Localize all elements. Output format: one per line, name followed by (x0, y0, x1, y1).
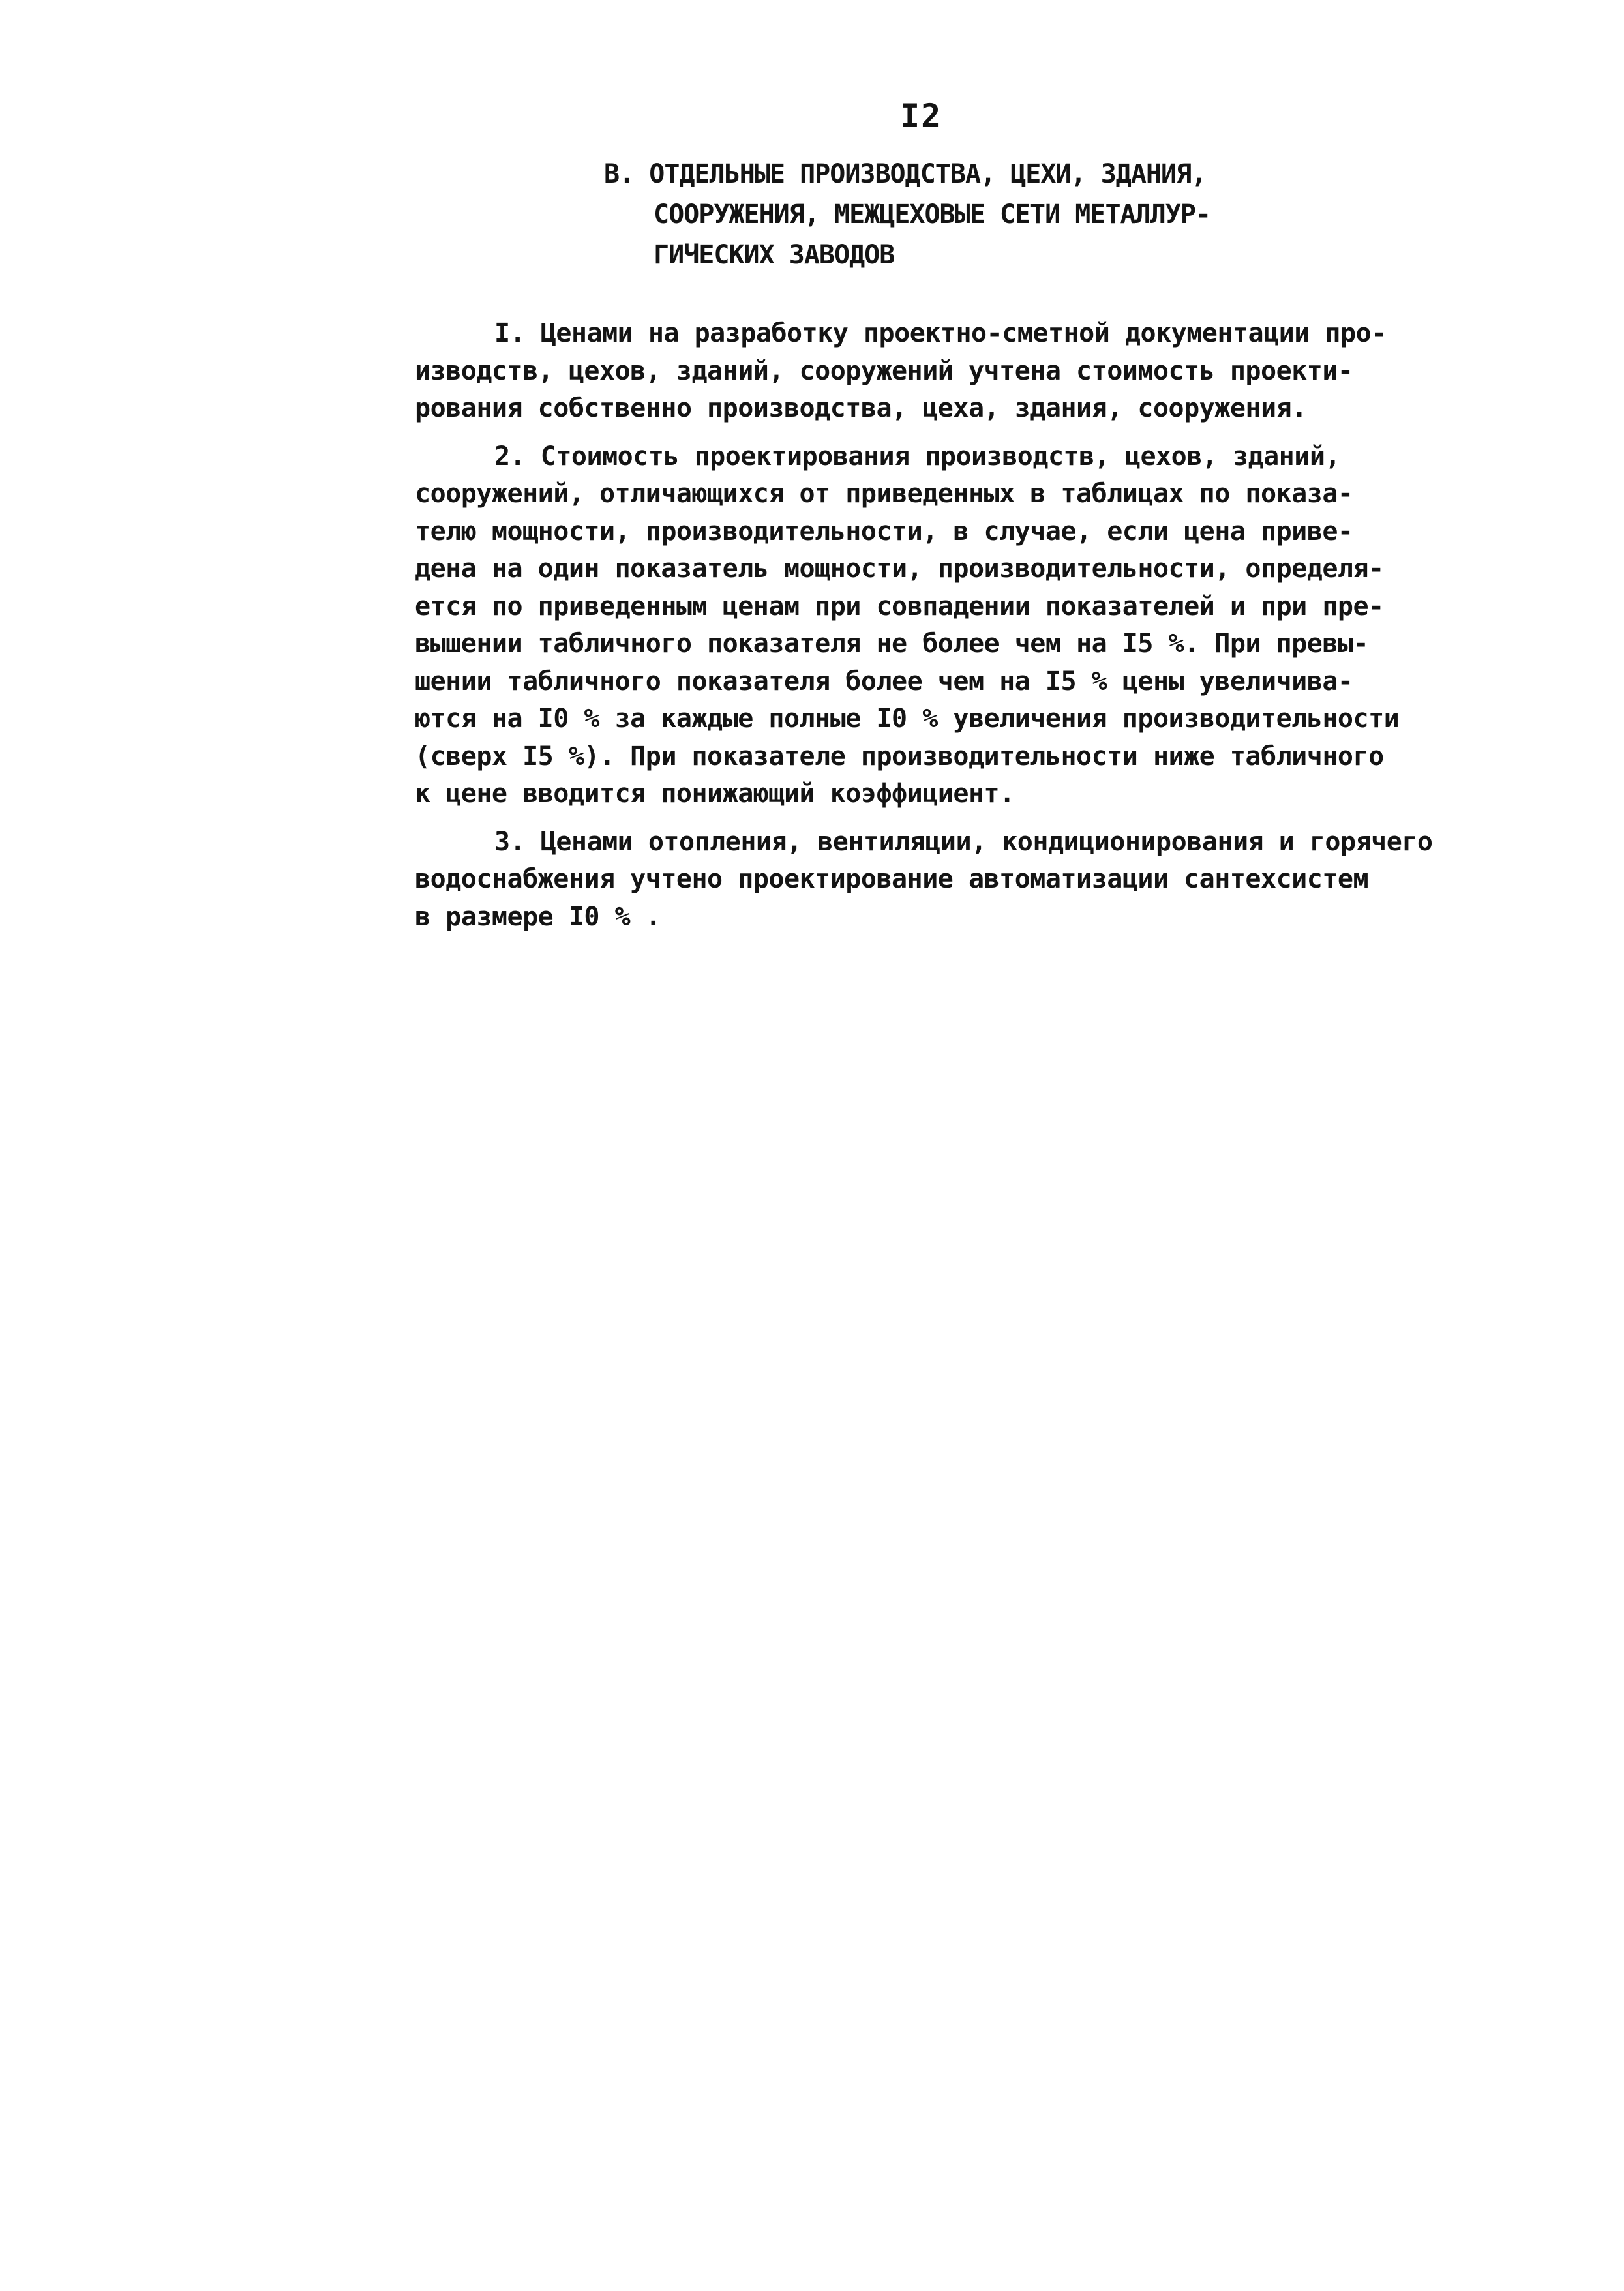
body-text (415, 315, 1491, 936)
paragraph-line: водоснабжения учтено проектирование автоматизации сантехсистем (415, 864, 1369, 894)
paragraph-line: рования собственно производства, цеха, здания, сооружения. (415, 393, 1307, 423)
heading-line: В. ОТДЕЛЬНЫЕ ПРОИЗВОДСТВА, ЦЕХИ, ЗДАНИЯ, (604, 159, 1207, 189)
paragraph-line: телю мощности, производительности, в случае, если цена приве- (415, 516, 1353, 547)
heading-line: СООРУЖЕНИЯ, МЕЖЦЕХОВЫЕ СЕТИ МЕТАЛЛУР- (654, 200, 1211, 230)
section-heading (604, 154, 1387, 275)
paragraph-line: дена на один показатель мощности, производительности, определя- (415, 554, 1384, 584)
paragraph-line: изводств, цехов, зданий, сооружений учтена стоимость проекти- (415, 355, 1353, 386)
paragraph-line: в размере I0 % . (415, 901, 661, 932)
heading-line: ГИЧЕСКИХ ЗАВОДОВ (654, 240, 895, 270)
paragraph-1 (415, 315, 1491, 428)
paragraph-line: ется по приведенным ценам при совпадении показателей и при пре- (415, 591, 1384, 621)
paragraph-line: ются на I0 % за каждые полные I0 % увеличения производительности (415, 704, 1400, 734)
paragraph-2 (415, 438, 1491, 813)
paragraph-line: 2. Стоимость проектирования производств, цехов, зданий, (494, 441, 1341, 472)
paragraph-line: (сверх I5 %). При показателе производительности ниже табличного (415, 741, 1384, 771)
paragraph-3 (415, 824, 1491, 936)
page-number: I2 (900, 97, 942, 135)
paragraph-line: I. Ценами на разработку проектно-сметной документации про- (494, 318, 1387, 348)
paragraph-line: к цене вводится понижающий коэффициент. (415, 779, 1015, 809)
paragraph-line: вышении табличного показателя не более чем на I5 %. При превы- (415, 629, 1369, 659)
paragraph-line: шении табличного показателя более чем на I5 % цены увеличива- (415, 666, 1353, 696)
paragraph-line: 3. Ценами отопления, вентиляции, кондиционирования и горячего (494, 826, 1433, 857)
paragraph-line: сооружений, отличающихся от приведенных в таблицах по показа- (415, 479, 1353, 509)
